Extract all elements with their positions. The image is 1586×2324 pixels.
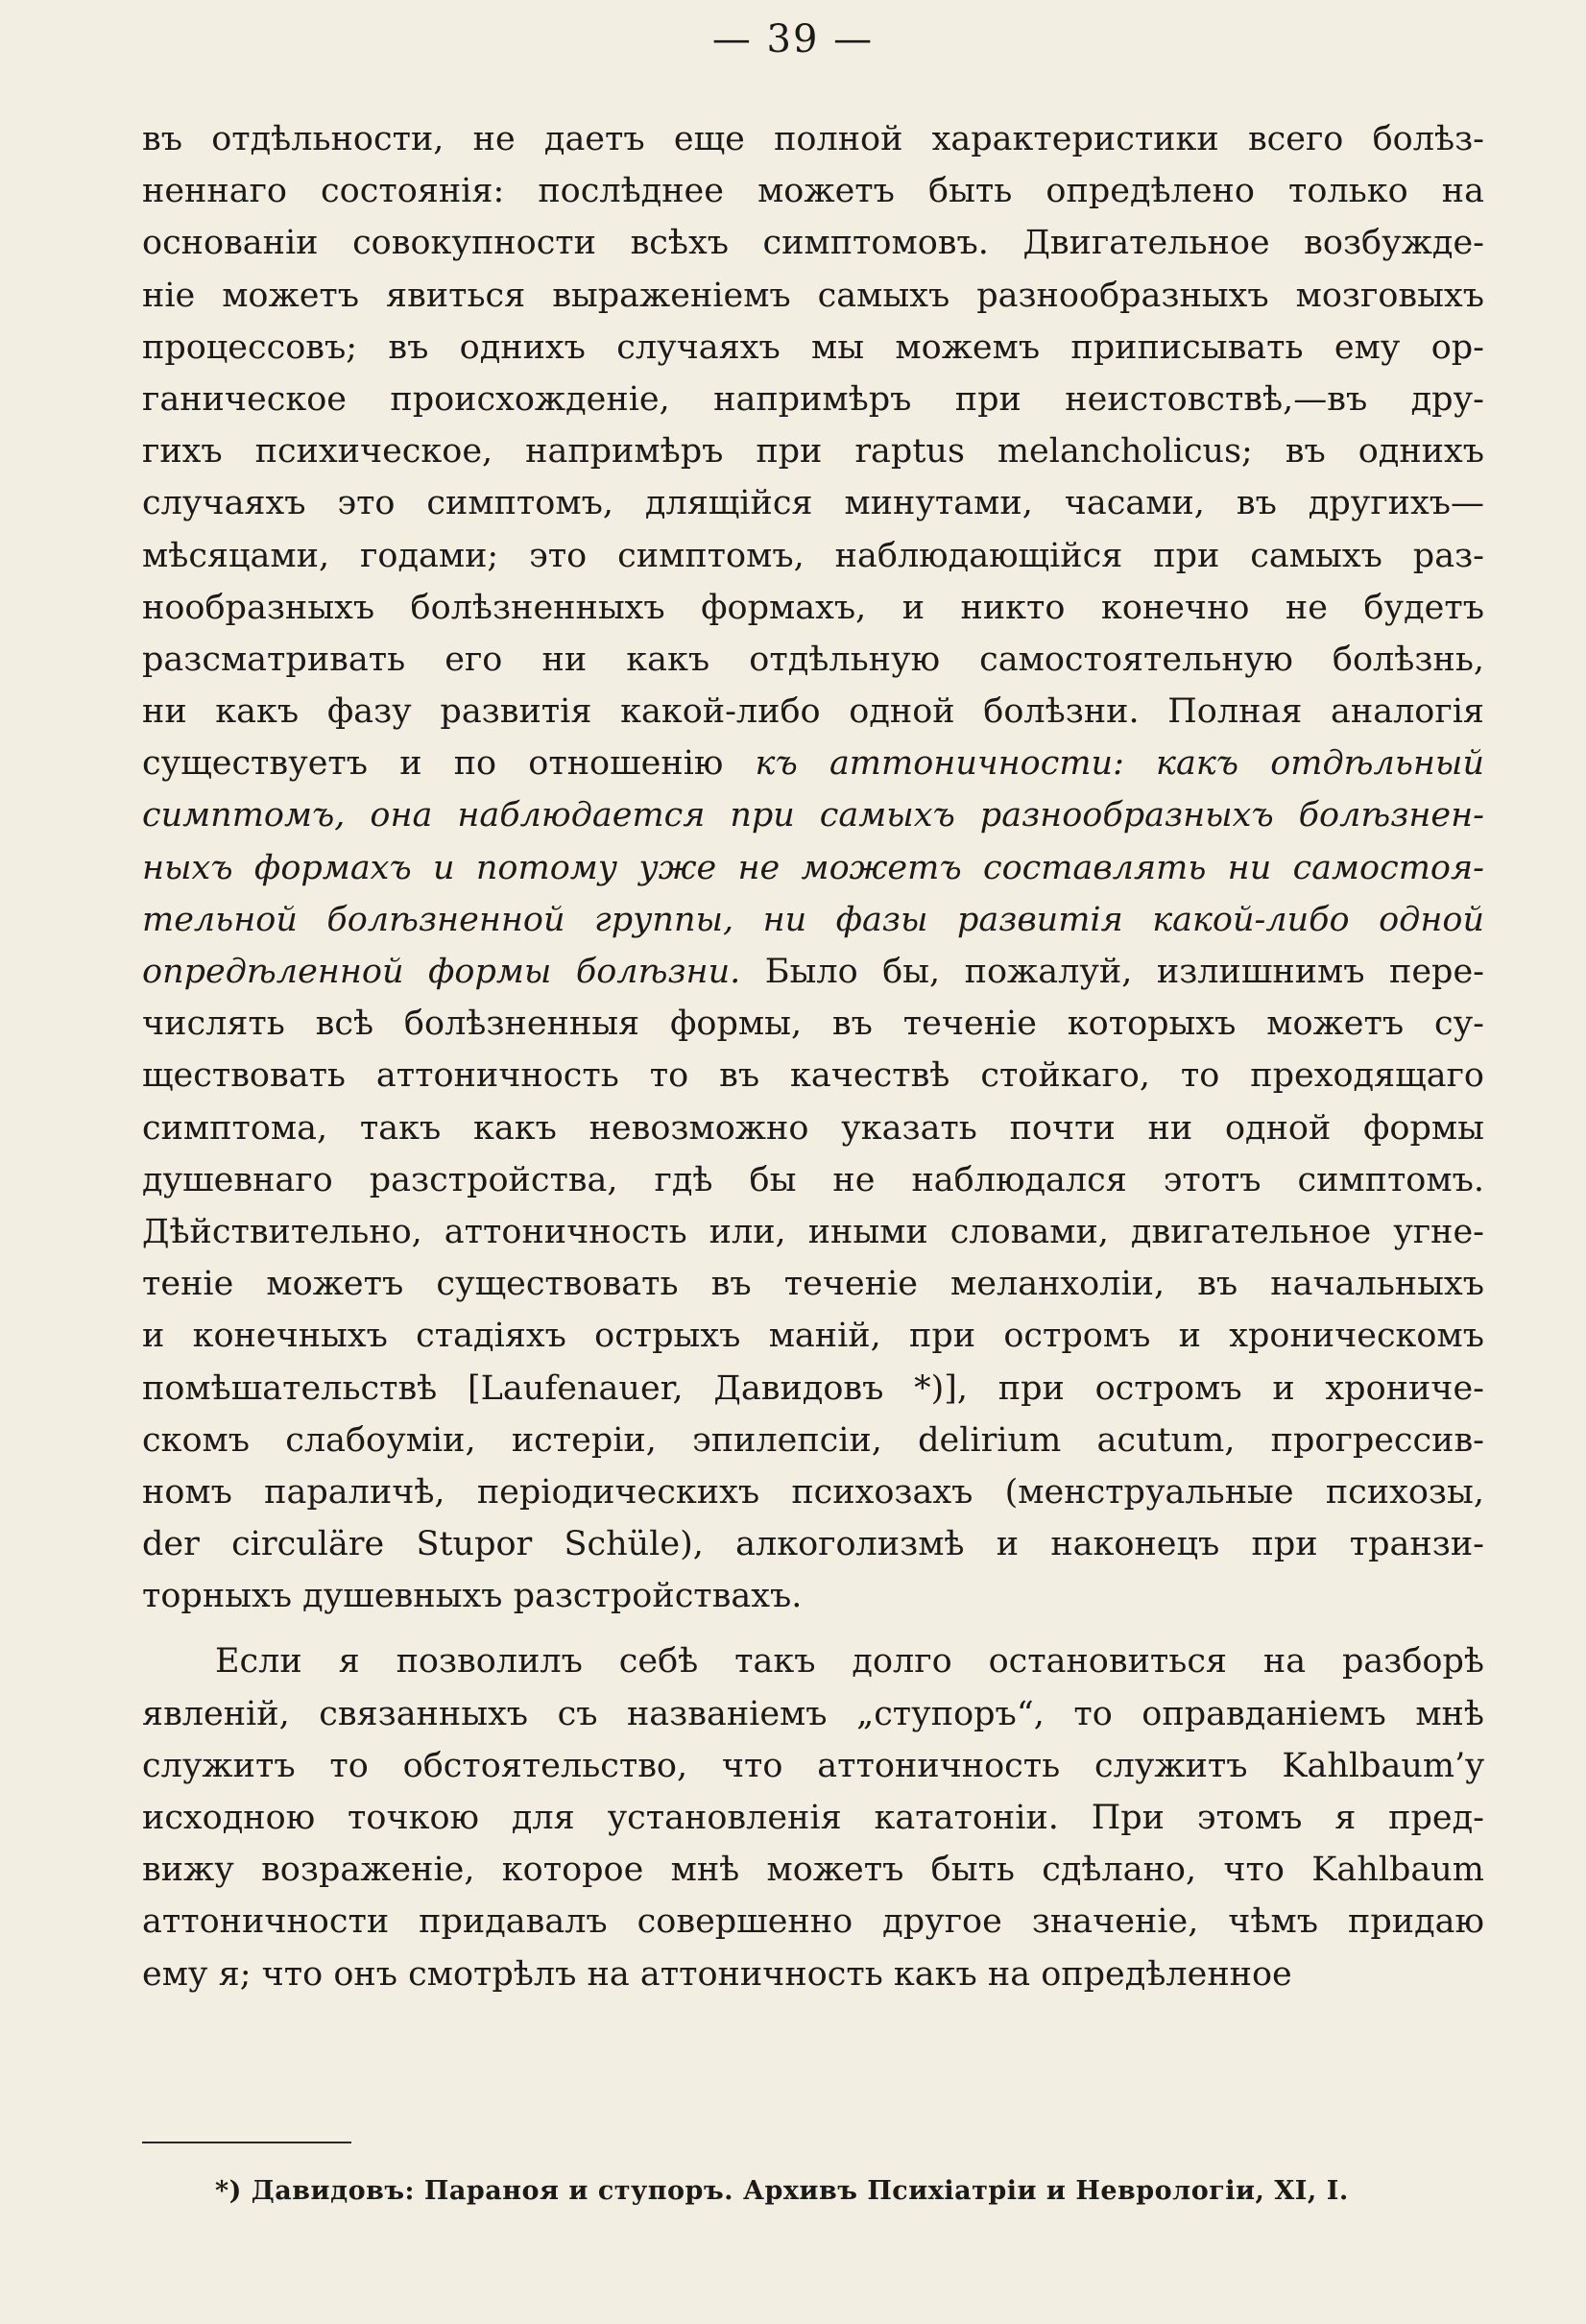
text-line [142, 1363, 1484, 1415]
text-line [142, 270, 1484, 322]
text-segment: основаніи совокупности всѣхъ симптомовъ. Двигательное возбужде- [142, 224, 1484, 263]
text-line [142, 1154, 1484, 1206]
text-line [142, 1635, 1484, 1687]
text-line [142, 1518, 1484, 1570]
text-line [142, 374, 1484, 425]
text-line [142, 425, 1484, 477]
text-line [142, 894, 1484, 946]
paragraph [142, 1635, 1484, 1999]
paragraph-gap [142, 1622, 1484, 1635]
text-line [142, 1310, 1484, 1362]
italic-text: симптомъ, она наблюдается при самыхъ разнообразныхъ болѣзнен- [142, 796, 1484, 835]
italic-text: тельной болѣзненной группы, ни фазы развитія какой-либо одной [142, 900, 1484, 939]
text-segment: Если я позволилъ себѣ такъ долго остановиться на разборѣ [215, 1642, 1484, 1682]
text-segment: случаяхъ это симптомъ, длящійся минутами, часами, въ другихъ— [142, 484, 1484, 523]
body-text [142, 113, 1484, 2000]
text-segment: ему я; что онъ смотрѣлъ на аттоничность какъ на опредѣленное [142, 1954, 1292, 1994]
page-number: — 39 — [711, 17, 875, 61]
text-segment: нообразныхъ болѣзненныхъ формахъ, и никто конечно не будетъ [142, 588, 1484, 627]
text-line [142, 1102, 1484, 1154]
text-segment: существуетъ и по отношенію [142, 744, 756, 784]
text-line [142, 322, 1484, 374]
text-segment: симптома, такъ какъ невозможно указать почти ни одной формы [142, 1108, 1484, 1148]
text-segment: Было бы, пожалуй, излишнимъ пере- [740, 953, 1484, 991]
text-segment: явленій, связанныхъ съ названіемъ „ступоръ“, то оправданіемъ мнѣ [142, 1694, 1484, 1733]
text-segment: числять всѣ болѣзненныя формы, въ теченіе которыхъ можетъ су- [142, 1005, 1484, 1044]
text-line [142, 165, 1484, 217]
text-line [142, 686, 1484, 738]
text-segment: скомъ слабоуміи, истеріи, эпилепсіи, delirium acutum, прогрессив- [142, 1420, 1484, 1460]
text-line [142, 530, 1484, 582]
text-line [142, 789, 1484, 841]
text-line [142, 1844, 1484, 1896]
text-segment: вижу возраженіе, которое мнѣ можетъ быть сдѣлано, что Kahlbaum [142, 1851, 1484, 1890]
text-line [142, 113, 1484, 165]
text-line [142, 946, 1484, 998]
text-line [142, 1896, 1484, 1948]
text-segment: служитъ то обстоятельство, что аттоничность служитъ Kahlbaum’y [142, 1746, 1484, 1785]
text-line [142, 1050, 1484, 1101]
text-segment: торныхъ душевныхъ разстройствахъ. [142, 1577, 803, 1616]
text-segment: теніе можетъ существовать въ теченіе меланхоліи, въ начальныхъ [142, 1265, 1484, 1304]
text-line [142, 998, 1484, 1050]
text-segment: ганическое происхожденіе, напримѣръ при неистовствѣ,—въ дру- [142, 379, 1484, 419]
text-line [142, 1466, 1484, 1518]
text-segment: ществовать аттоничность то въ качествѣ стойкаго, то преходящаго [142, 1056, 1484, 1096]
text-segment: неннаго состоянія: послѣднее можетъ быть опредѣлено только на [142, 172, 1484, 211]
text-line [142, 842, 1484, 894]
text-line [142, 1688, 1484, 1740]
text-line [142, 1949, 1484, 2000]
footnote: *) Давидовъ: Параноя и ступоръ. Архивъ Психіатріи и Неврологіи, XI, I. [215, 2176, 1349, 2206]
text-line [142, 477, 1484, 529]
text-segment: мѣсяцами, годами; это симптомъ, наблюдающійся при самыхъ раз- [142, 536, 1484, 575]
text-segment: душевнаго разстройства, гдѣ бы не наблюдался этотъ симптомъ. [142, 1160, 1484, 1199]
footnote-rule [142, 2142, 351, 2143]
text-segment: аттоничности придавалъ совершенно другое значеніе, чѣмъ придаю [142, 1902, 1484, 1942]
italic-text: ныхъ формахъ и потому уже не можетъ составлять ни самостоя- [142, 848, 1484, 887]
text-segment: гихъ психическое, напримѣръ при raptus melancholicus; въ однихъ [142, 432, 1484, 472]
text-segment: der circuläre Stupor Schüle), алкоголизмѣ и наконецъ при транзи- [142, 1525, 1484, 1564]
text-line [142, 1570, 1484, 1622]
text-line [142, 1740, 1484, 1792]
text-segment: въ отдѣльности, не даетъ еще полной характеристики всего болѣз- [142, 120, 1484, 158]
text-line [142, 582, 1484, 634]
text-segment: и конечныхъ стадіяхъ острыхъ маній, при остромъ и хроническомъ [142, 1317, 1484, 1356]
text-line [142, 1415, 1484, 1466]
paragraph [142, 113, 1484, 1622]
text-segment: процессовъ; въ однихъ случаяхъ мы можемъ приписывать ему ор- [142, 327, 1484, 367]
text-line [142, 1258, 1484, 1310]
italic-text: къ аттоничности: какъ отдѣльный [755, 744, 1484, 784]
text-segment: номъ параличѣ, періодическихъ психозахъ (менструальные психозы, [142, 1472, 1484, 1512]
text-line [142, 1206, 1484, 1258]
text-segment: ніе можетъ явиться выраженіемъ самыхъ разнообразныхъ мозговыхъ [142, 276, 1484, 315]
text-line [142, 634, 1484, 686]
italic-text: опредѣленной формы болѣзни. [142, 953, 741, 991]
text-segment: помѣшательствѣ [Laufenauer, Давидовъ *)], при остромъ и хрониче- [142, 1368, 1484, 1408]
text-line [142, 1792, 1484, 1844]
text-line [142, 738, 1484, 789]
text-segment: Дѣйствительно, аттоничность или, иными словами, двигательное угне- [142, 1212, 1484, 1251]
text-segment: ни какъ фазу развитія какой-либо одной болѣзни. Полная аналогія [142, 692, 1484, 732]
text-segment: исходною точкою для установленія кататоніи. При этомъ я пред- [142, 1799, 1484, 1837]
text-segment: разсматривать его ни какъ отдѣльную самостоятельную болѣзнь, [142, 640, 1484, 679]
text-line [142, 217, 1484, 269]
